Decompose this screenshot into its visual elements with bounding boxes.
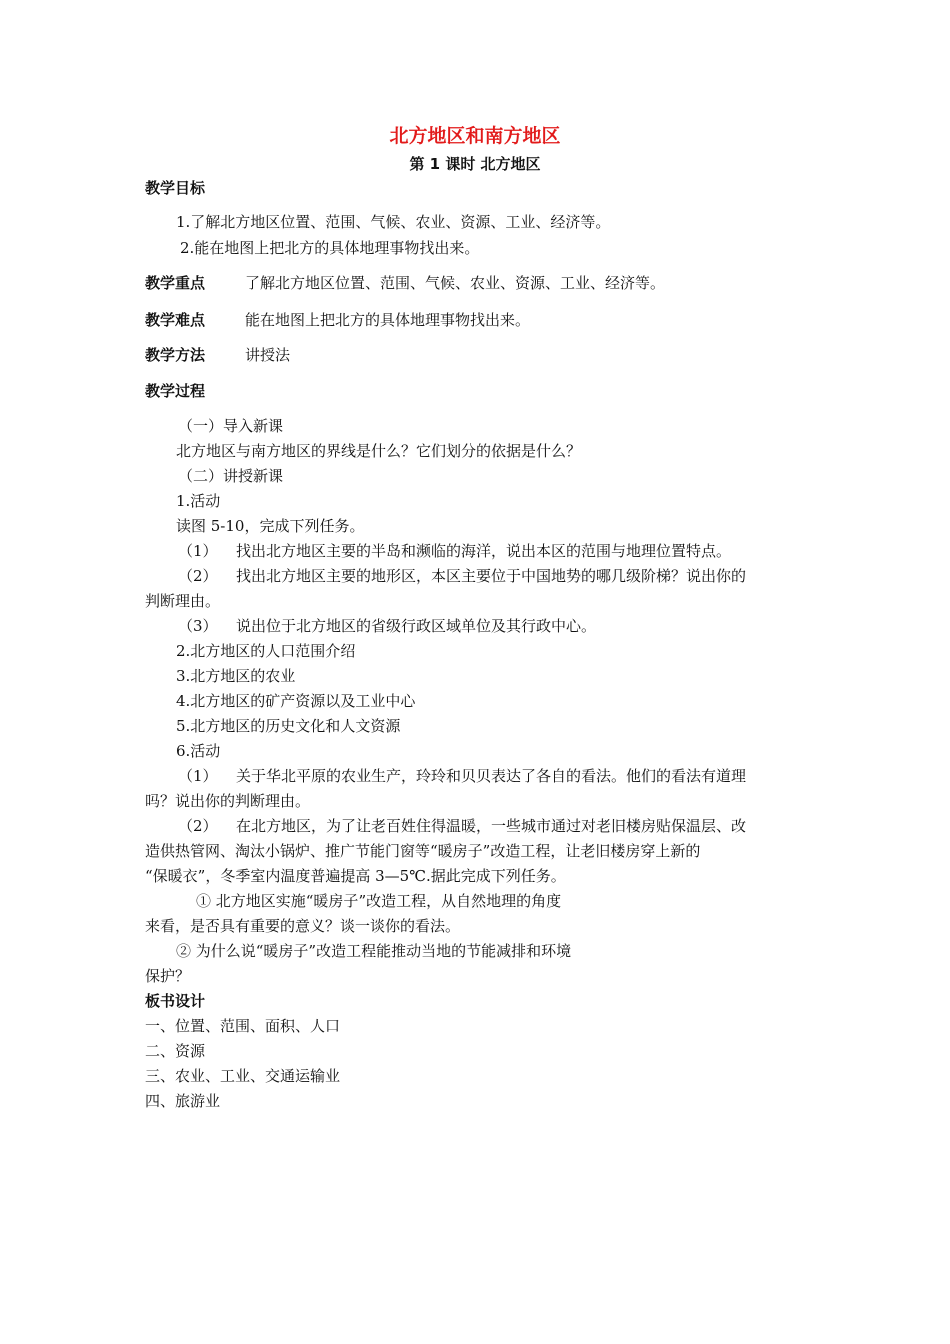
subtask-2-continued: 保护？ (145, 967, 191, 985)
subtask-1-text: ① 北方地区实施“暖房子”改造工程，从自然地理的角度 (196, 892, 562, 910)
goal-item-2: 2.能在地图上把北方的具体地理事物找出来。 (180, 239, 480, 257)
section-teaching: （二）讲授新课 (178, 467, 284, 485)
board-item-1: 一、位置、范围、面积、人口 (145, 1017, 341, 1035)
document-title: 北方地区和南方地区 (389, 125, 561, 147)
method-text: 讲授法 (245, 346, 291, 364)
goals-heading: 教学目标 (145, 179, 206, 197)
board-item-4: 四、旅游业 (145, 1092, 221, 1110)
intro-question: 北方地区与南方地区的界线是什么？它们划分的依据是什么？ (176, 442, 582, 460)
subtask-2-text: ② 为什么说“暖房子”改造工程能推动当地的节能减排和环境 (176, 942, 572, 960)
item-population: 2.北方地区的人口范围介绍 (176, 642, 356, 660)
process-heading: 教学过程 (145, 382, 206, 400)
task-2-text: 找出北方地区主要的地形区，本区主要位于中国地势的哪几级阶梯？说出你的 (236, 567, 747, 585)
subtask-1-continued: 来看，是否具有重要的意义？谈一谈你的看法。 (145, 917, 461, 935)
item-activity-6: 6.活动 (176, 742, 221, 760)
board-design-heading: 板书设计 (145, 992, 206, 1010)
activity-6-task-2-text: 在北方地区，为了让老百姓住得温暖，一些城市通过对老旧楼房贴保温层、改 (236, 817, 747, 835)
task-2-number: （2） (178, 567, 218, 585)
method-heading: 教学方法 (145, 346, 206, 364)
item-minerals-industry: 4.北方地区的矿产资源以及工业中心 (176, 692, 416, 710)
key-points-text: 了解北方地区位置、范围、气候、农业、资源、工业、经济等。 (245, 274, 666, 292)
board-item-3: 三、农业、工业、交通运输业 (145, 1067, 341, 1085)
activity-instruction: 读图 5-10，完成下列任务。 (176, 517, 365, 535)
activity-6-task-1-continued: 吗？说出你的判断理由。 (145, 792, 311, 810)
difficulty-text: 能在地图上把北方的具体地理事物找出来。 (245, 311, 531, 329)
key-points-heading: 教学重点 (145, 274, 206, 292)
activity-6-task-1-number: （1） (178, 767, 218, 785)
activity-6-task-2-line-2: 造供热管网、淘汰小锅炉、推广节能门窗等“暖房子”改造工程，让老旧楼房穿上新的 (145, 842, 701, 860)
activity-6-task-2-line-3: “保暖衣”，冬季室内温度普遍提高 3—5℃.据此完成下列任务。 (145, 867, 566, 885)
item-activity-1: 1.活动 (176, 492, 221, 510)
task-1-number: （1） (178, 542, 218, 560)
item-history-culture: 5.北方地区的历史文化和人文资源 (176, 717, 401, 735)
activity-6-task-2-number: （2） (178, 817, 218, 835)
item-agriculture: 3.北方地区的农业 (176, 667, 296, 685)
lesson-subtitle: 第 1 课时 北方地区 (409, 155, 541, 173)
difficulty-heading: 教学难点 (145, 311, 206, 329)
task-2-continued: 判断理由。 (145, 592, 221, 610)
task-3-number: （3） (178, 617, 218, 635)
board-item-2: 二、资源 (145, 1042, 206, 1060)
task-3-text: 说出位于北方地区的省级行政区域单位及其行政中心。 (236, 617, 597, 635)
task-1-text: 找出北方地区主要的半岛和濒临的海洋，说出本区的范围与地理位置特点。 (236, 542, 732, 560)
goal-item-1: 1.了解北方地区位置、范围、气候、农业、资源、工业、经济等。 (176, 213, 611, 231)
section-intro: （一）导入新课 (178, 417, 284, 435)
activity-6-task-1-text: 关于华北平原的农业生产，玲玲和贝贝表达了各自的看法。他们的看法有道理 (236, 767, 747, 785)
